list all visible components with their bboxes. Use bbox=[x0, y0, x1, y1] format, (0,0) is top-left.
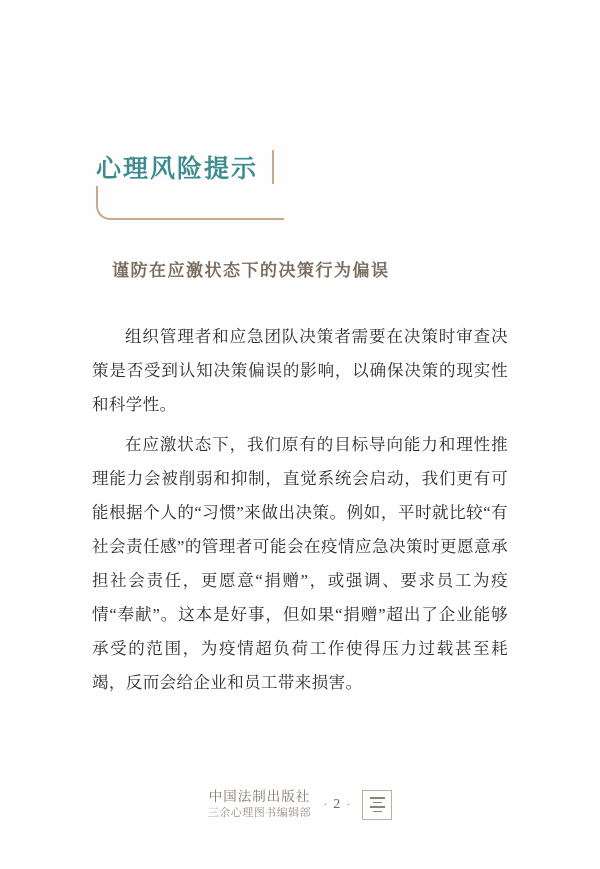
page-title: 心理风险提示 bbox=[96, 154, 259, 183]
section-subtitle: 谨防在应激状态下的决策行为偏误 bbox=[112, 261, 390, 281]
heading-bracket-decoration bbox=[96, 186, 284, 220]
paragraph-2: 在应激状态下，我们原有的目标导向能力和理性推理能力会被削弱和抑制，直觉系统会启动，我们更有可能根据个人的“习惯”来做出决策。例如，平时就比较“有社会责任感”的管理者可能会在疫情应急决策时更愿意承担社会责任，更愿意“捐赠”，或强调、要求员工为疫情“奉献”。这本是好事，但如果“捐赠”超出了企业能够承受的范围，为疫情超负荷工作使得压力过载甚至耗竭，反而会给企业和员工带来损害。 bbox=[92, 435, 508, 692]
paragraph-1: 组织管理者和应急团队决策者需要在决策时审查决策是否受到认知决策偏误的影响，以确保决策的现实性和科学性。 bbox=[92, 327, 508, 414]
publisher-block bbox=[208, 788, 312, 821]
logo-bar-1 bbox=[370, 797, 385, 799]
publisher-name: 中国法制出版社 bbox=[208, 789, 311, 804]
logo-bar-4 bbox=[373, 811, 382, 813]
body-text bbox=[92, 320, 508, 706]
page-footer bbox=[0, 788, 600, 821]
heading-vertical-rule bbox=[272, 150, 274, 184]
page-number: 2 bbox=[333, 796, 341, 812]
heading-row bbox=[96, 150, 516, 186]
footer-dot-left: · bbox=[323, 797, 328, 812]
logo-bar-3 bbox=[370, 806, 385, 808]
publisher-logo-icon bbox=[362, 790, 392, 820]
publisher-department: 三余心理图书编辑部 bbox=[207, 807, 312, 820]
footer-dot-right: · bbox=[346, 797, 351, 812]
logo-bar-2 bbox=[373, 802, 382, 804]
heading-block bbox=[96, 150, 516, 186]
